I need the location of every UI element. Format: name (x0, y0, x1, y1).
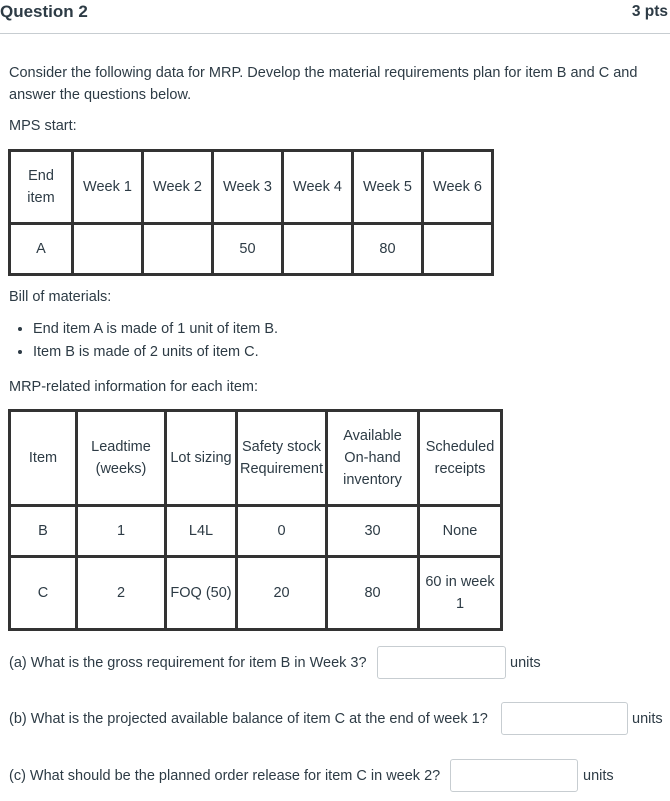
mrp-header-cell: Available On-hand inventory (327, 411, 419, 506)
list-item: • End item A is made of 1 unit of item B. (33, 318, 278, 341)
answer-b-input[interactable] (501, 702, 628, 735)
table-row (10, 506, 502, 557)
mrp-cell: C (10, 557, 77, 630)
mps-table (8, 149, 494, 276)
question-header (0, 0, 670, 34)
question-title: Question 2 (0, 2, 88, 21)
question-a-text: (a) What is the gross requirement for item B in Week 3? (9, 655, 367, 671)
mrp-label: MRP-related information for each item: (9, 379, 259, 395)
mrp-header-row (10, 411, 502, 506)
mps-cell: 50 (213, 224, 283, 275)
mrp-cell: None (419, 506, 502, 557)
mps-header-cell: Week 2 (143, 151, 213, 224)
mps-cell (143, 224, 213, 275)
table-row (10, 557, 502, 630)
mrp-header-cell: Leadtime (weeks) (77, 411, 166, 506)
mps-cell: A (10, 224, 73, 275)
answer-a-unit: units (510, 655, 541, 671)
mrp-cell: 2 (77, 557, 166, 630)
bom-label: Bill of materials: (9, 289, 112, 305)
mrp-cell: L4L (166, 506, 237, 557)
answer-c-input[interactable] (450, 759, 578, 792)
mps-header-cell: End item (10, 151, 73, 224)
mps-cell: 80 (353, 224, 423, 275)
mps-label: MPS start: (9, 118, 77, 134)
question-c-text: (c) What should be the planned order release for item C in week 2? (9, 768, 441, 784)
mps-header-cell: Week 4 (283, 151, 353, 224)
answer-b-unit: units (632, 711, 663, 727)
mrp-header-cell: Item (10, 411, 77, 506)
mps-header-cell: Week 6 (423, 151, 493, 224)
question-points: 3 pts (631, 3, 668, 20)
mrp-cell: 0 (237, 506, 327, 557)
answer-a-input[interactable] (377, 646, 506, 679)
mps-cell (423, 224, 493, 275)
mrp-cell: 20 (237, 557, 327, 630)
mps-header-cell: Week 1 (73, 151, 143, 224)
answer-c-unit: units (583, 768, 614, 784)
header-divider (0, 33, 670, 34)
mrp-cell: 80 (327, 557, 419, 630)
mrp-header-cell: Lot sizing (166, 411, 237, 506)
question-intro: Consider the following data for MRP. Develop the material requirements plan for item B and C and answer the questions below. (9, 65, 638, 103)
mrp-cell: FOQ (50) (166, 557, 237, 630)
bom-list (9, 318, 278, 364)
mps-header-cell: Week 5 (353, 151, 423, 224)
mrp-header-cell: Scheduled receipts (419, 411, 502, 506)
mps-cell (73, 224, 143, 275)
mps-header-row (10, 151, 493, 224)
mrp-cell: 60 in week 1 (419, 557, 502, 630)
mrp-cell: 1 (77, 506, 166, 557)
mps-data-row (10, 224, 493, 275)
mrp-cell: 30 (327, 506, 419, 557)
mrp-cell: B (10, 506, 77, 557)
mrp-table (8, 409, 503, 631)
mps-cell (283, 224, 353, 275)
question-b-text: (b) What is the projected available balance of item C at the end of week 1? (9, 711, 488, 727)
list-item: • Item B is made of 2 units of item C. (33, 341, 278, 364)
mps-header-cell: Week 3 (213, 151, 283, 224)
mrp-header-cell: Safety stock Requirement (237, 411, 327, 506)
